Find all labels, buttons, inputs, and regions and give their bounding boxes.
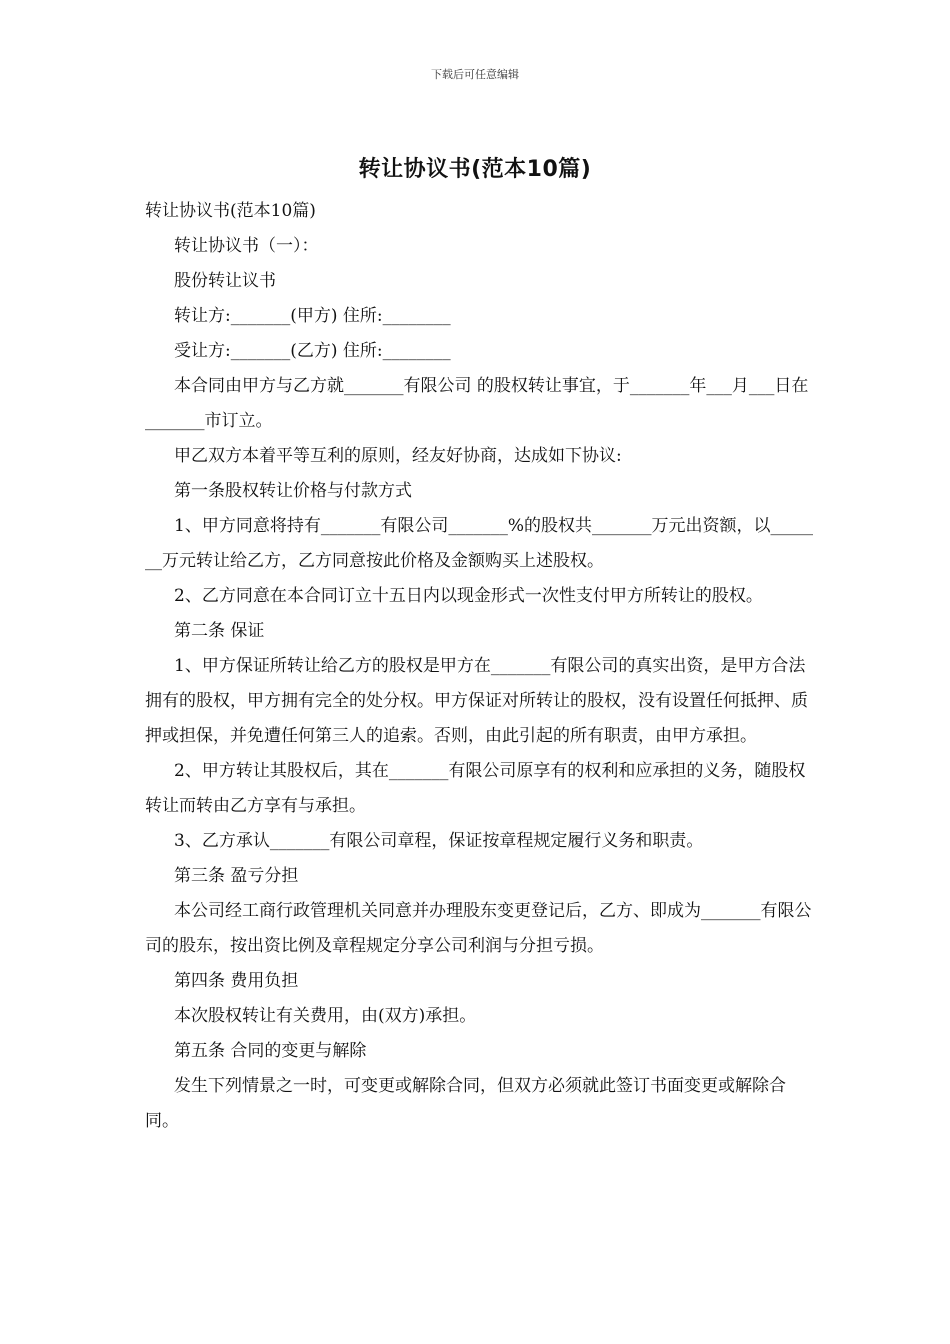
paragraph-transferee: 受让方:_______(乙方) 住所:________ (174, 341, 451, 361)
article-2-heading: 第二条 保证 (174, 621, 265, 641)
document-title: 转让协议书(范本10篇) (358, 157, 592, 182)
article-1-clause-1: 1、甲方同意将持有_______有限公司_______%的股权共_______万元出资额，以_______万元转让给乙方，乙方同意按此价格及金额购买上述股权。 (145, 516, 813, 571)
article-3-heading: 第三条 盈亏分担 (174, 866, 299, 886)
article-5-body: 发生下列情景之一时，可变更或解除合同，但双方必须就此签订书面变更或解除合同。 (145, 1076, 786, 1131)
paragraph-subtitle: 转让协议书(范本10篇) (145, 201, 316, 221)
article-4-heading: 第四条 费用负担 (174, 971, 299, 991)
document-body (145, 194, 815, 1139)
article-2-clause-1: 1、甲方保证所转让给乙方的股权是甲方在_______有限公司的真实出资，是甲方合法拥有的股权，甲方拥有完全的处分权。甲方保证对所转让的股权，没有设置任何抵押、质押或担保，并免遭任何第三人的追索。否则，由此引起的所有职责，由甲方承担。 (145, 656, 808, 746)
article-1-clause-2: 2、乙方同意在本合同订立十五日内以现金形式一次性支付甲方所转让的股权。 (174, 586, 763, 606)
article-2-clause-3: 3、乙方承认_______有限公司章程，保证按章程规定履行义务和职责。 (174, 831, 704, 851)
paragraph-transferor: 转让方:_______(甲方) 住所:________ (174, 306, 451, 326)
header-note: 下载后可任意编辑 (431, 68, 519, 81)
article-1-heading: 第一条股权转让价格与付款方式 (174, 481, 412, 501)
paragraph-preamble: 本合同由甲方与乙方就_______有限公司 的股权转让事宜，于_______年___月___日在_______市订立。 (145, 376, 809, 431)
paragraph-principle: 甲乙双方本着平等互利的原则，经友好协商，达成如下协议: (174, 446, 622, 466)
paragraph-agreement-name: 股份转让议书 (174, 271, 276, 291)
article-4-body: 本次股权转让有关费用，由(双方)承担。 (174, 1006, 477, 1026)
article-3-body: 本公司经工商行政管理机关同意并办理股东变更登记后，乙方、即成为_______有限公司的股东，按出资比例及章程规定分享公司利润与分担亏损。 (145, 901, 812, 956)
article-5-heading: 第五条 合同的变更与解除 (174, 1041, 367, 1061)
article-2-clause-2: 2、甲方转让其股权后，其在_______有限公司原享有的权利和应承担的义务，随股权转让而转由乙方享有与承担。 (145, 761, 806, 816)
paragraph-section-heading: 转让协议书（一）： (174, 236, 319, 256)
